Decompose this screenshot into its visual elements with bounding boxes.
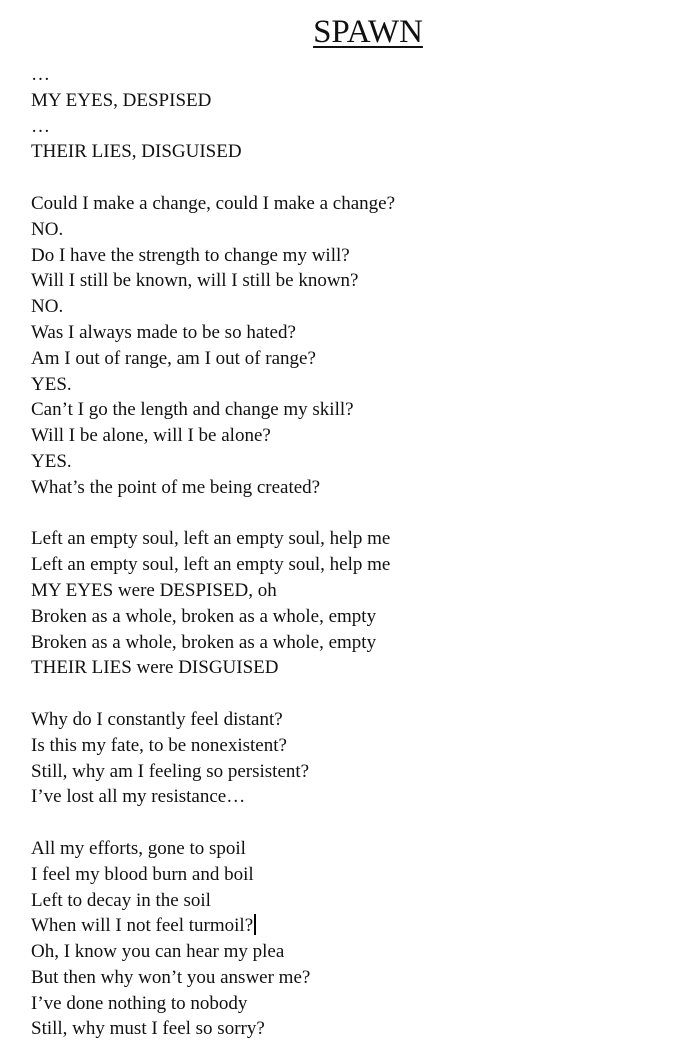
line-text: THEIR LIES, DISGUISED [31, 141, 242, 163]
line-text: Do I have the strength to change my will? [31, 244, 350, 266]
text-line [31, 526, 651, 552]
text-line [31, 862, 651, 888]
text-line [31, 655, 651, 681]
text-line [31, 991, 651, 1017]
text-line [31, 346, 651, 372]
text-line [31, 604, 651, 630]
line-text: Am I out of range, am I out of range? [31, 347, 316, 369]
line-text: Broken as a whole, broken as a whole, empty [31, 605, 377, 627]
line-text: Could I make a change, could I make a change? [31, 192, 396, 214]
line-text: Oh, I know you can hear my plea [31, 941, 285, 963]
text-cursor [254, 914, 256, 935]
text-line [31, 475, 651, 501]
line-text: Still, why must I feel so sorry? [31, 1018, 265, 1040]
line-text: THEIR LIES were DISGUISED [31, 657, 279, 679]
line-text: MY EYES were DESPISED, oh [31, 579, 277, 601]
text-line [31, 733, 651, 759]
text-line [31, 88, 651, 114]
line-text: … [31, 115, 50, 137]
text-line [31, 423, 651, 449]
line-text: I feel my blood burn and boil [31, 863, 254, 885]
blank-line [31, 810, 651, 836]
text-line [31, 913, 651, 939]
text-line [31, 578, 651, 604]
line-text: Why do I constantly feel distant? [31, 708, 283, 730]
text-line [31, 939, 651, 965]
blank-line [31, 165, 651, 191]
text-line [31, 1016, 651, 1042]
blank-line [31, 681, 651, 707]
line-text: When will I not feel turmoil? [31, 915, 254, 937]
line-text: Left an empty soul, left an empty soul, help me [31, 554, 391, 576]
text-line [31, 759, 651, 785]
blank-line [31, 501, 651, 527]
line-text: Still, why am I feeling so persistent? [31, 760, 310, 782]
text-line [31, 139, 651, 165]
line-text: Left to decay in the soil [31, 889, 211, 911]
line-text: Is this my fate, to be nonexistent? [31, 734, 287, 756]
document-body[interactable] [31, 62, 651, 1042]
text-line [31, 784, 651, 810]
line-text: MY EYES, DESPISED [31, 89, 212, 111]
text-line [31, 114, 651, 140]
line-text: I’ve done nothing to nobody [31, 992, 248, 1014]
line-text: Was I always made to be so hated? [31, 321, 296, 343]
text-line [31, 217, 651, 243]
text-line [31, 320, 651, 346]
text-line [31, 243, 651, 269]
line-text: Left an empty soul, left an empty soul, help me [31, 528, 391, 550]
text-line [31, 707, 651, 733]
line-text: YES. [31, 450, 72, 472]
line-text: … [31, 64, 50, 85]
line-text: What’s the point of me being created? [31, 476, 321, 498]
text-line [31, 965, 651, 991]
text-line [31, 294, 651, 320]
text-line [31, 62, 651, 88]
text-line [31, 836, 651, 862]
document-title: SPAWN [313, 14, 423, 50]
line-text: All my efforts, gone to spoil [31, 837, 246, 859]
line-text: Will I be alone, will I be alone? [31, 425, 271, 447]
line-text: I’ve lost all my resistance… [31, 786, 246, 808]
text-line [31, 630, 651, 656]
text-line [31, 888, 651, 914]
text-line [31, 449, 651, 475]
line-text: But then why won’t you answer me? [31, 966, 311, 988]
text-line [31, 552, 651, 578]
line-text: NO. [31, 296, 64, 318]
line-text: NO. [31, 218, 64, 240]
text-line [31, 372, 651, 398]
text-line [31, 268, 651, 294]
line-text: YES. [31, 373, 72, 395]
text-line [31, 191, 651, 217]
line-text: Will I still be known, will I still be known? [31, 270, 359, 292]
text-line [31, 397, 651, 423]
line-text: Can’t I go the length and change my skill? [31, 399, 354, 421]
line-text: Broken as a whole, broken as a whole, empty [31, 631, 377, 653]
